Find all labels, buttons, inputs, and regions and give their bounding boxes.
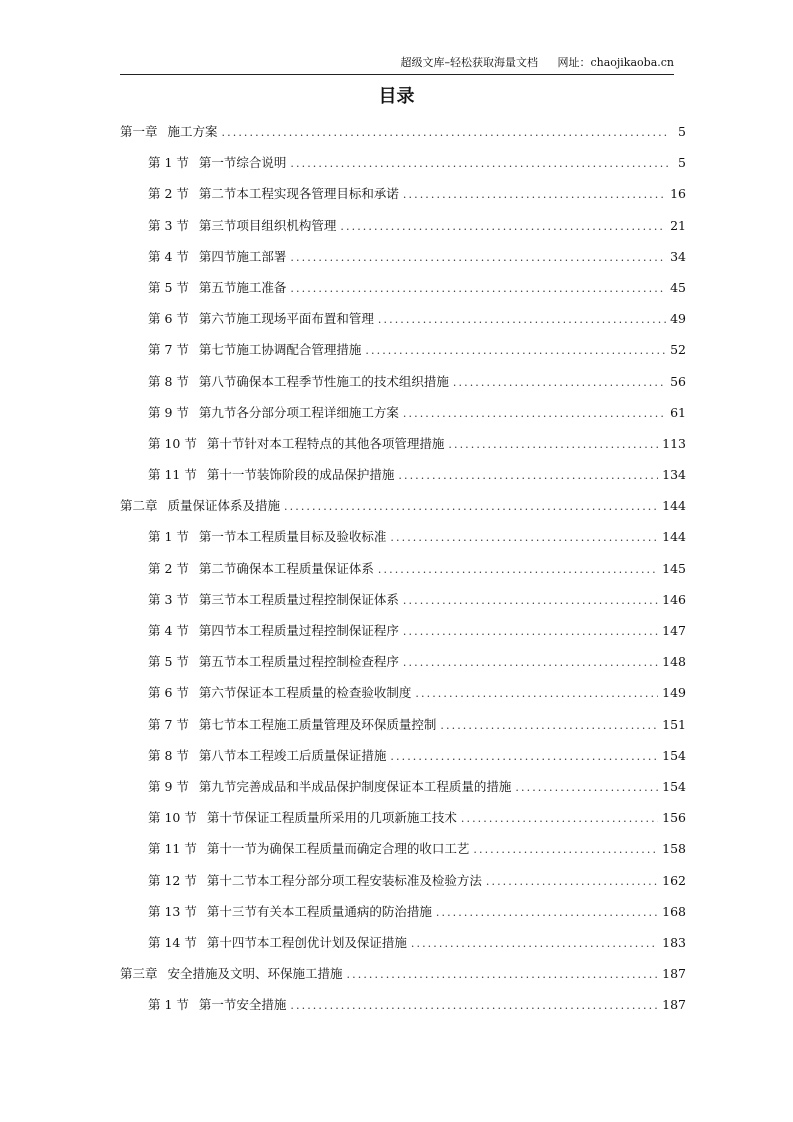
toc-leader-dots: [403, 619, 658, 645]
toc-entry-title: 第六节施工现场平面布置和管理: [198, 311, 374, 327]
toc-entry-number: 第 5 节: [148, 654, 189, 670]
toc-entry-title: 第八节本工程竣工后质量保证措施: [198, 747, 387, 763]
toc-entry-number: 第 2 节: [148, 560, 189, 576]
toc-leader-dots: [411, 931, 658, 957]
toc-page-number: 144: [662, 529, 686, 545]
toc-entry-title: 第十一节装饰阶段的成品保护措施: [206, 467, 395, 483]
toc-section-entry[interactable]: [120, 712, 686, 743]
toc-entry-number: 第 8 节: [148, 373, 189, 389]
toc-leader-dots: [486, 869, 658, 895]
toc-entry-number: 第 14 节: [148, 934, 197, 950]
toc-leader-dots: [390, 744, 658, 770]
toc-entry-number: 第 7 节: [148, 716, 189, 732]
toc-entry-title: 第八节确保本工程季节性施工的技术组织措施: [198, 373, 449, 389]
toc-page-number: 156: [662, 810, 686, 826]
toc-page-number: 145: [662, 560, 686, 576]
toc-chapter-entry[interactable]: [120, 493, 686, 524]
toc-page-number: 21: [670, 217, 686, 233]
toc-entry-number: 第 8 节: [148, 747, 189, 763]
toc-entry-title: 第十节针对本工程特点的其他各项管理措施: [206, 435, 445, 451]
toc-section-entry[interactable]: [120, 649, 686, 680]
toc-page-number: 5: [678, 124, 686, 139]
toc-entry-title: 第五节施工准备: [198, 279, 287, 295]
toc-leader-dots: [473, 837, 658, 863]
toc-entry-number: 第 1 节: [148, 529, 189, 545]
toc-entry-title: 第七节本工程施工质量管理及环保质量控制: [198, 716, 437, 732]
toc-entry-number: 第 1 节: [148, 997, 189, 1013]
toc-section-entry[interactable]: [120, 400, 686, 431]
toc-entry-number: 第 4 节: [148, 623, 189, 638]
toc-section-entry[interactable]: [120, 556, 686, 587]
toc-entry-title: 第五节本工程质量过程控制检查程序: [198, 654, 399, 670]
toc-entry-number: 第 4 节: [148, 248, 189, 264]
toc-entry-title: 第十四节本工程创优计划及保证措施: [206, 934, 407, 950]
table-of-contents: [120, 119, 686, 1023]
toc-section-entry[interactable]: [120, 369, 686, 400]
toc-leader-dots: [347, 962, 659, 988]
toc-title: 目录: [378, 86, 415, 107]
toc-section-entry[interactable]: [120, 618, 686, 649]
toc-entry-number: 第 11 节: [148, 841, 197, 857]
toc-entry-number: 第一章: [120, 124, 158, 139]
toc-section-entry[interactable]: [120, 181, 686, 212]
toc-entry-title: 第二节确保本工程质量保证体系: [198, 560, 374, 576]
toc-entry-title: 第九节各分部分项工程详细施工方案: [198, 404, 399, 420]
toc-leader-dots: [290, 245, 666, 271]
page-header: [120, 56, 674, 75]
toc-chapter-entry[interactable]: [120, 119, 686, 150]
toc-page-number: 168: [662, 903, 686, 919]
toc-entry-title: 第七节施工协调配合管理措施: [198, 342, 362, 358]
toc-page-number: 146: [662, 591, 686, 607]
toc-section-entry[interactable]: [120, 431, 686, 462]
toc-section-entry[interactable]: [120, 275, 686, 306]
toc-page-number: 148: [662, 654, 686, 670]
toc-page-number: 147: [662, 623, 686, 638]
toc-leader-dots: [378, 557, 658, 583]
toc-section-entry[interactable]: [120, 306, 686, 337]
toc-leader-dots: [461, 806, 658, 832]
toc-page-number: 49: [670, 311, 686, 327]
toc-page-number: 187: [662, 966, 686, 982]
toc-page-number: 151: [662, 716, 686, 732]
toc-entry-number: 第 13 节: [148, 903, 197, 919]
toc-leader-dots: [448, 432, 658, 458]
header-site-text: 超级文库–轻松获取海量文档: [400, 56, 538, 69]
toc-entry-title: 第二节本工程实现各管理目标和承诺: [198, 186, 399, 202]
toc-leader-dots: [440, 713, 658, 739]
toc-entry-title: 第三节项目组织机构管理: [198, 217, 337, 233]
toc-page-number: 113: [662, 435, 686, 451]
toc-entry-number: 第二章: [120, 498, 158, 514]
toc-section-entry[interactable]: [120, 992, 686, 1023]
toc-page-number: 61: [670, 404, 686, 420]
toc-entry-title: 第十节保证工程质量所采用的几项新施工技术: [206, 810, 457, 826]
toc-page-number: 134: [662, 467, 686, 483]
toc-page-number: 52: [670, 342, 686, 358]
toc-entry-title: 施工方案: [167, 124, 218, 139]
toc-page-number: 45: [670, 279, 686, 295]
toc-page-number: 34: [670, 248, 686, 264]
toc-leader-dots: [340, 214, 666, 240]
toc-entry-title: 第一节综合说明: [198, 155, 287, 171]
toc-page-number: 149: [662, 685, 686, 701]
toc-page-number: 144: [662, 498, 686, 514]
toc-entry-number: 第 9 节: [148, 404, 189, 420]
toc-entry-number: 第 10 节: [148, 435, 197, 451]
toc-leader-dots: [222, 120, 668, 146]
toc-page-number: 162: [662, 872, 686, 888]
toc-section-entry[interactable]: [120, 868, 686, 899]
toc-page-number: 16: [670, 186, 686, 202]
toc-leader-dots: [403, 650, 658, 676]
toc-entry-number: 第 1 节: [148, 155, 189, 171]
toc-section-entry[interactable]: [120, 587, 686, 618]
toc-entry-number: 第 7 节: [148, 342, 189, 358]
toc-page-number: 56: [670, 373, 686, 389]
toc-section-entry[interactable]: [120, 680, 686, 711]
toc-entry-number: 第 10 节: [148, 810, 197, 826]
toc-section-entry[interactable]: [120, 836, 686, 867]
toc-section-entry[interactable]: [120, 899, 686, 930]
toc-entry-number: 第 6 节: [148, 685, 189, 701]
toc-page-number: 5: [678, 155, 686, 171]
toc-entry-number: 第 6 节: [148, 311, 189, 327]
toc-leader-dots: [403, 588, 658, 614]
toc-page-number: 158: [662, 841, 686, 857]
toc-entry-title: 第一节本工程质量目标及验收标准: [198, 529, 387, 545]
toc-section-entry[interactable]: [120, 743, 686, 774]
toc-leader-dots: [415, 681, 658, 707]
toc-entry-number: 第 12 节: [148, 872, 197, 888]
toc-leader-dots: [403, 401, 666, 427]
toc-page-number: 187: [662, 997, 686, 1013]
toc-entry-title: 第十三节有关本工程质量通病的防治措施: [206, 903, 432, 919]
toc-entry-number: 第 3 节: [148, 217, 189, 233]
toc-entry-title: 质量保证体系及措施: [167, 498, 281, 514]
toc-section-entry[interactable]: [120, 774, 686, 805]
toc-section-entry[interactable]: [120, 462, 686, 493]
toc-entry-title: 第十二节本工程分部分项工程安装标准及检验方法: [206, 872, 482, 888]
toc-section-entry[interactable]: [120, 524, 686, 555]
toc-entry-number: 第 3 节: [148, 591, 189, 607]
toc-section-entry[interactable]: [120, 930, 686, 961]
toc-chapter-entry[interactable]: [120, 961, 686, 992]
toc-entry-title: 安全措施及文明、环保施工措施: [167, 966, 343, 982]
toc-entry-number: 第 5 节: [148, 279, 189, 295]
toc-leader-dots: [365, 338, 666, 364]
toc-entry-title: 第十一节为确保工程质量而确定合理的收口工艺: [206, 841, 470, 857]
toc-section-entry[interactable]: [120, 337, 686, 368]
header-url-label: 网址：chaojikaoba.cn: [557, 56, 674, 69]
toc-entry-title: 第一节安全措施: [198, 997, 287, 1013]
toc-entry-number: 第三章: [120, 966, 158, 982]
toc-section-entry[interactable]: [120, 244, 686, 275]
toc-leader-dots: [290, 276, 666, 302]
toc-entry-number: 第 9 节: [148, 778, 189, 794]
toc-leader-dots: [436, 900, 658, 926]
toc-leader-dots: [403, 182, 666, 208]
toc-leader-dots: [290, 993, 658, 1019]
toc-entry-number: 第 11 节: [148, 467, 197, 483]
toc-entry-title: 第三节本工程质量过程控制保证体系: [198, 591, 399, 607]
toc-leader-dots: [515, 775, 658, 801]
toc-entry-title: 第四节施工部署: [198, 248, 287, 264]
toc-entry-title: 第六节保证本工程质量的检查验收制度: [198, 685, 412, 701]
toc-section-entry[interactable]: [120, 805, 686, 836]
toc-leader-dots: [284, 494, 658, 520]
toc-page-number: 154: [662, 747, 686, 763]
toc-leader-dots: [378, 307, 666, 333]
toc-page-number: 183: [662, 934, 686, 950]
toc-leader-dots: [453, 370, 666, 396]
toc-leader-dots: [290, 151, 668, 177]
toc-page-number: 154: [662, 778, 686, 794]
toc-section-entry[interactable]: [120, 213, 686, 244]
toc-entry-title: 第九节完善成品和半成品保护制度保证本工程质量的措施: [198, 778, 512, 794]
toc-entry-title: 第四节本工程质量过程控制保证程序: [198, 623, 399, 638]
toc-leader-dots: [390, 525, 658, 551]
toc-entry-number: 第 2 节: [148, 186, 189, 202]
toc-section-entry[interactable]: [120, 150, 686, 181]
toc-leader-dots: [398, 463, 658, 489]
